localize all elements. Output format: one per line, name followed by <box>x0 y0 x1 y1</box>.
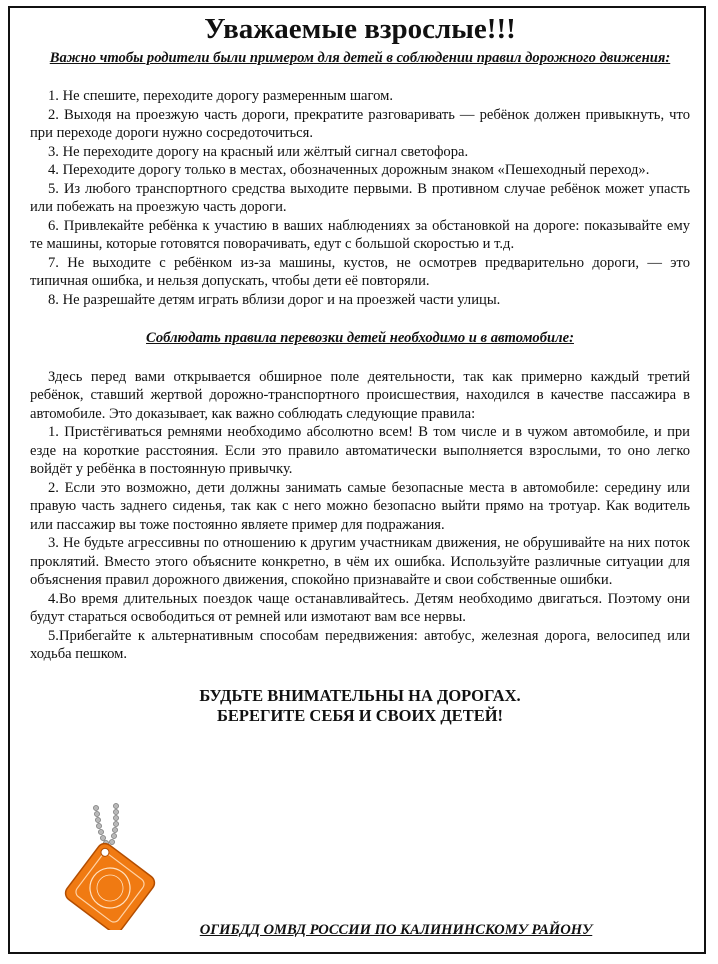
ball-chain-icon <box>93 803 118 845</box>
rule-item: 2. Выходя на проезжую часть дороги, прекратите разговаривать — ребёнок должен привыкнуть, что при переходе дороги нужно сосредоточиться. <box>30 106 690 141</box>
rule-item: 4. Переходите дорогу только в местах, обозначенных дорожным знаком «Пешеходный переход». <box>48 162 650 178</box>
closing-line: БЕРЕГИТЕ СЕБЯ И СВОИХ ДЕТЕЙ! <box>216 705 504 725</box>
car-rules-list <box>30 368 690 664</box>
rule-item: 8. Не разрешайте детям играть вблизи дорог и на проезжей части улицы. <box>48 291 501 308</box>
rule-item: 3. Не переходите дорогу на красный или жёлтый сигнал светофора. <box>48 143 469 160</box>
pedestrian-rules-list <box>30 87 690 309</box>
document-body <box>30 12 690 726</box>
car-rule-item: 3. Не будьте агрессивны по отношению к другим участникам движения, не обрушивайте на них поток проклятий. Вместо этого объясните конкретно, в чём их ошибка. Используйте различные ситуации для объяснения правил дорожного движения, спокойно признавайте и свои собственные ошибки. <box>30 535 690 588</box>
rule-item: 1. Не спешите, переходите дорогу размеренным шагом. <box>48 88 394 104</box>
section-subtitle: Соблюдать правила перевозки детей необходимо и в автомобиле: <box>146 330 574 346</box>
rule-item: 7. Не выходите с ребёнком из-за машины, кустов, не осмотрев предварительно дороги, — это типичная ошибка, и нельзя допускать, чтобы дети её повторяли. <box>30 254 690 289</box>
car-rule-item: 4.Во время длительных поездок чаще останавливайтесь. Детям необходимо двигаться. Поэтому они будут стараться освободиться от ремней или измотают вам все нервы. <box>30 590 690 625</box>
rule-item: 5. Из любого транспортного средства выходите первыми. В противном случае ребёнок может упасть или побежать на проезжую часть дороги. <box>30 180 690 215</box>
car-rule-item: 5.Прибегайте к альтернативным способам передвижения: автобус, железная дорога, велосипед или ходьба пешком. <box>30 627 690 662</box>
car-rule-item: 1. Пристёгиваться ремнями необходимо абсолютно всем! В том числе и в чужом автомобиле, и при езде на короткие расстояния. Если это правило автоматически выполняется взрослыми, то оно легко войдёт у ребёнка в постоянную привычку. <box>30 424 690 477</box>
car-rule-item: 2. Если это возможно, дети должны занимать самые безопасные места в автомобиле: середину или правую часть заднего сиденья, так как с него можно безопасно выйти прямо на тротуар. Как водитель или пассажир вы тоже постоянно являете пример для подражания. <box>30 479 690 533</box>
closing-line: БУДЬТЕ ВНИМАТЕЛЬНЫ НА ДОРОГАХ. <box>199 685 521 705</box>
closing-message <box>30 686 690 726</box>
rule-item: 6. Привлекайте ребёнка к участию в ваших наблюдениях за обстановкой на дороге: показывайте ему те машины, которые готовятся поворачивать, едут с большой скоростью и т.д. <box>30 217 690 252</box>
page-title: Уважаемые взрослые!!! <box>204 13 516 45</box>
car-rule-intro: Здесь перед вами открывается обширное поле деятельности, так как примерно каждый третий ребёнок, ставший жертвой дорожно-транспортного происшествия, находился в качестве пассажира в автомобиле. Это доказывает, как важно соблюдать следующие правила: <box>30 368 690 422</box>
reflector-pendant-icon <box>58 800 178 930</box>
footer-signature: ОГИБДД ОМВД РОССИИ ПО КАЛИНИНСКОМУ РАЙОНУ <box>199 922 593 938</box>
subtitle: Важно чтобы родители были примером для детей в соблюдении правил дорожного движения: <box>49 50 671 66</box>
